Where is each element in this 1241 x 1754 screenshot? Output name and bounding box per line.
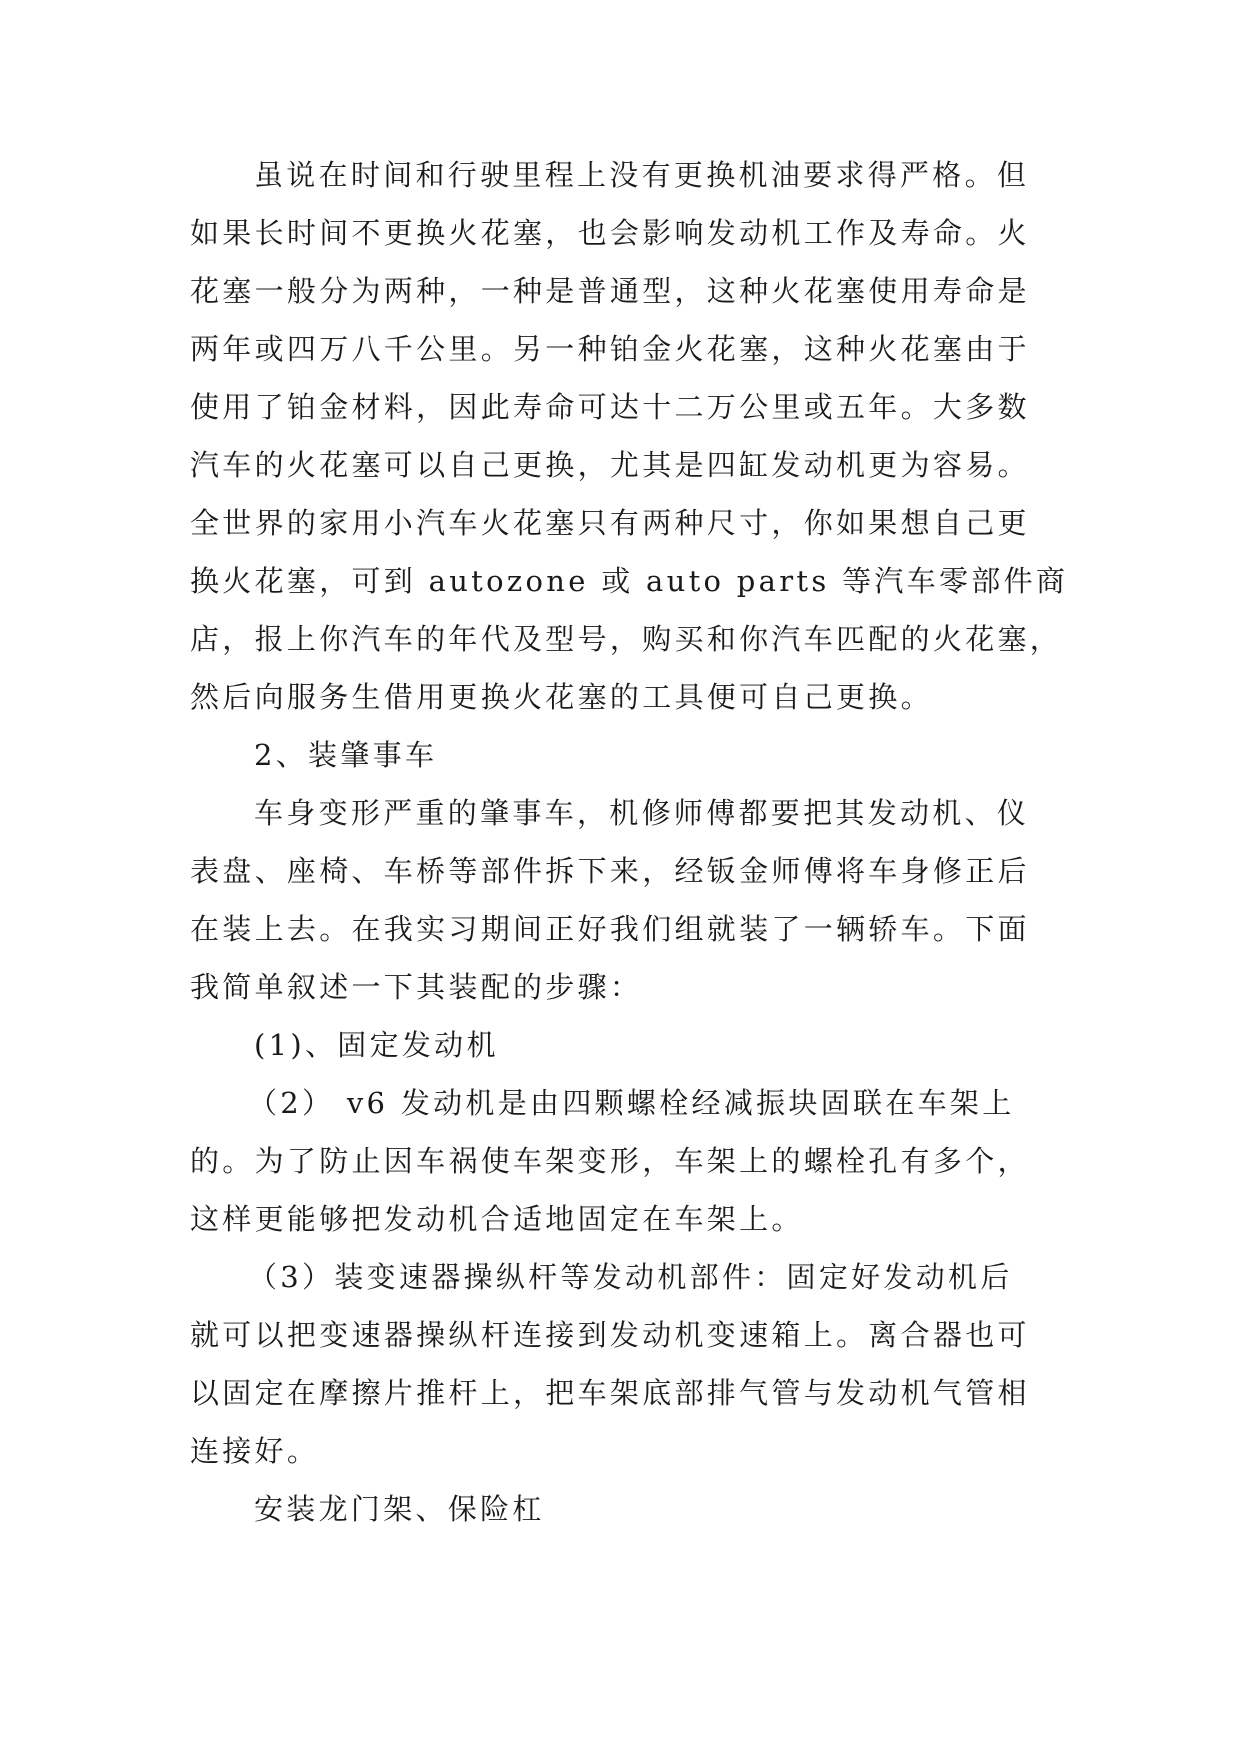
step-heading: (1)、固定发动机 bbox=[254, 1028, 499, 1062]
text-line: 虽说在时间和行驶里程上没有更换机油要求得严格。但 bbox=[254, 158, 1030, 192]
text-line: 使用了铂金材料，因此寿命可达十二万公里或五年。大多数 bbox=[190, 390, 1030, 424]
text-line: 以固定在摩擦片推杆上，把车架底部排气管与发动机气管相 bbox=[190, 1376, 1030, 1410]
text-line: 车身变形严重的肇事车，机修师傅都要把其发动机、仪 bbox=[254, 796, 1030, 830]
text-line: 全世界的家用小汽车火花塞只有两种尺寸，你如果想自己更 bbox=[190, 506, 1030, 540]
text-line: 店，报上你汽车的年代及型号，购买和你汽车匹配的火花塞， bbox=[190, 622, 1063, 656]
text-line: 汽车的火花塞可以自己更换，尤其是四缸发动机更为容易。 bbox=[190, 448, 1030, 482]
section-heading: 2、装肇事车 bbox=[254, 738, 438, 772]
text-line: （3）装变速器操纵杆等发动机部件：固定好发动机后 bbox=[248, 1260, 1013, 1294]
text-line: 这样更能够把发动机合适地固定在车架上。 bbox=[190, 1202, 804, 1236]
text-line: （2） v6 发动机是由四颗螺栓经减振块固联在车架上 bbox=[248, 1086, 1015, 1120]
text-line: 然后向服务生借用更换火花塞的工具便可自己更换。 bbox=[190, 680, 933, 714]
text-line: 如果长时间不更换火花塞，也会影响发动机工作及寿命。火 bbox=[190, 216, 1030, 250]
text-line: 就可以把变速器操纵杆连接到发动机变速箱上。离合器也可 bbox=[190, 1318, 1030, 1352]
text-line: 连接好。 bbox=[190, 1434, 320, 1468]
step-heading: 安装龙门架、保险杠 bbox=[254, 1492, 545, 1526]
text-line: 我简单叙述一下其装配的步骤： bbox=[190, 970, 643, 1004]
text-line: 换火花塞，可到 autozone 或 auto parts 等汽车零部件商 bbox=[190, 564, 1069, 598]
text-line: 花塞一般分为两种，一种是普通型，这种火花塞使用寿命是 bbox=[190, 274, 1030, 308]
text-line: 表盘、座椅、车桥等部件拆下来，经钣金师傅将车身修正后 bbox=[190, 854, 1030, 888]
text-line: 在装上去。在我实习期间正好我们组就装了一辆轿车。下面 bbox=[190, 912, 1030, 946]
document-body bbox=[190, 146, 1070, 1538]
text-line: 的。为了防止因车祸使车架变形，车架上的螺栓孔有多个， bbox=[190, 1144, 1030, 1178]
text-line: 两年或四万八千公里。另一种铂金火花塞，这种火花塞由于 bbox=[190, 332, 1030, 366]
